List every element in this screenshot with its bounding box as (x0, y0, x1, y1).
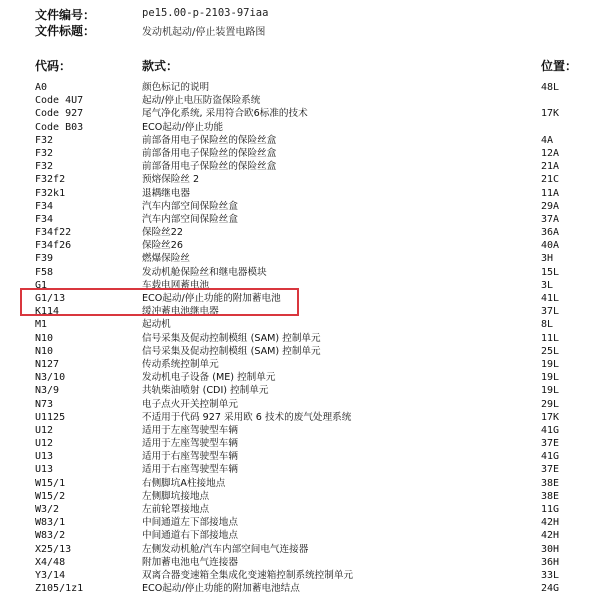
row-description: 前部备用电子保险丝的保险丝盒 (142, 134, 277, 146)
row-code: U13 (35, 451, 54, 463)
row-position: 11L (541, 332, 560, 344)
row-position: 42H (541, 517, 560, 529)
row-code: Code B03 (35, 121, 84, 133)
row-description: 适用于左座驾驶型车辆 (142, 438, 238, 450)
row-description: ECO起动/停止功能 (142, 121, 224, 133)
row-position: 3L (541, 279, 554, 291)
row-code: F32k1 (35, 187, 66, 199)
row-code: G1 (35, 279, 48, 291)
table-row (0, 543, 603, 556)
table-row (0, 411, 603, 424)
row-position: 36H (541, 556, 560, 568)
row-code: U12 (35, 438, 54, 450)
row-description: 中间通道左下部接地点 (142, 517, 238, 529)
row-description: 信号采集及促动控制模组 (SAM) 控制单元 (142, 332, 321, 344)
doc-title-label: 文件标题： (35, 24, 96, 38)
table-row (0, 134, 603, 147)
row-description: 不适用于代码 927 采用欧 6 技术的废气处理系统 (142, 411, 352, 423)
row-position: 25L (541, 345, 560, 357)
row-position: 41G (541, 451, 560, 463)
row-code: F58 (35, 266, 54, 278)
table-row (0, 107, 603, 120)
table-row (0, 424, 603, 437)
row-code: G1/13 (35, 293, 66, 304)
component-table (0, 81, 603, 595)
column-header-pos: 位置： (541, 59, 578, 73)
row-code: F32f2 (35, 174, 66, 186)
row-position: 21A (541, 161, 560, 173)
row-description: 右侧脚坑A柱接地点 (142, 477, 226, 489)
table-row (0, 477, 603, 490)
table-row (0, 332, 603, 345)
row-position: 33L (541, 569, 560, 581)
row-code: K114 (35, 306, 60, 318)
row-position: 19L (541, 358, 560, 370)
row-code: F34f22 (35, 227, 72, 239)
table-row (0, 371, 603, 384)
row-description: 左侧脚坑接地点 (142, 490, 210, 502)
table-row (0, 582, 603, 595)
doc-number-label: 文件编号： (35, 8, 96, 22)
row-code: N3/9 (35, 385, 60, 397)
row-code: N3/10 (35, 372, 66, 384)
row-position: 11A (541, 187, 560, 199)
row-position: 41L (541, 293, 560, 304)
table-row (0, 187, 603, 200)
row-description: 燃爆保险丝 (142, 253, 190, 265)
row-code: F39 (35, 253, 54, 265)
table-row (0, 450, 603, 463)
table-row (0, 569, 603, 582)
doc-number-value: pe15.00-p-2103-97iaa (142, 7, 269, 19)
row-code: Y3/14 (35, 569, 66, 581)
row-description: 适用于右座驾驶型车辆 (142, 451, 238, 463)
row-code: F32 (35, 147, 54, 159)
row-code: F34 (35, 213, 54, 225)
row-position: 12A (541, 147, 560, 159)
row-description: 保险丝22 (142, 227, 183, 239)
table-row (0, 252, 603, 265)
row-position: 37L (541, 306, 560, 318)
row-description: 起动/停止电压防盗保险系统 (142, 95, 261, 107)
table-row (0, 239, 603, 252)
row-position: 11G (541, 504, 560, 515)
row-position: 29A (541, 200, 560, 212)
table-row (0, 358, 603, 371)
row-code: N127 (35, 358, 60, 370)
row-description: 退耦继电器 (142, 187, 190, 199)
row-description: 尾气净化系统, 采用符合欧6标准的技术 (142, 108, 308, 120)
row-position: 21C (541, 174, 560, 186)
row-position: 15L (541, 266, 560, 278)
table-row (0, 437, 603, 450)
row-description: 车载电网蓄电池 (142, 279, 210, 291)
row-position: 24G (541, 583, 560, 595)
row-position: 4A (541, 134, 554, 146)
row-code: F32 (35, 134, 54, 146)
row-description: 预熔保险丝 2 (142, 174, 200, 186)
row-description: 颜色标记的说明 (142, 82, 210, 93)
table-row (0, 463, 603, 476)
row-description: 汽车内部空间保险丝盒 (142, 213, 238, 225)
row-description: ECO起动/停止功能的附加蓄电池结点 (142, 583, 300, 595)
table-row (0, 121, 603, 134)
table-row (0, 173, 603, 186)
table-row (0, 147, 603, 160)
row-position: 36A (541, 227, 560, 239)
table-row (0, 345, 603, 358)
row-code: Code 927 (35, 108, 84, 120)
table-row (0, 318, 603, 331)
row-description: 适用于左座驾驶型车辆 (142, 424, 238, 436)
row-description: 左前轮罩接地点 (142, 504, 210, 515)
table-row (0, 266, 603, 279)
row-code: U13 (35, 464, 54, 476)
row-description: 发动机舱保险丝和继电器模块 (142, 266, 267, 278)
table-row (0, 160, 603, 173)
row-position: 38E (541, 477, 560, 489)
table-row (0, 94, 603, 107)
table-row (0, 556, 603, 569)
row-position: 29L (541, 398, 560, 410)
row-code: W15/2 (35, 490, 66, 502)
row-position: 37E (541, 438, 560, 450)
table-row (0, 213, 603, 226)
row-code: U12 (35, 424, 54, 436)
row-code: Code 4U7 (35, 95, 84, 107)
row-description: 前部备用电子保险丝的保险丝盒 (142, 161, 277, 173)
table-row (0, 226, 603, 239)
row-code: X4/48 (35, 556, 66, 568)
row-position: 30H (541, 543, 560, 555)
column-header-desc: 款式： (142, 59, 179, 73)
row-position: 3H (541, 253, 554, 265)
row-description: 保险丝26 (142, 240, 183, 252)
row-position: 17K (541, 108, 560, 120)
table-row (0, 529, 603, 542)
row-position: 19L (541, 372, 560, 384)
row-code: N10 (35, 345, 54, 357)
row-description: 前部备用电子保险丝的保险丝盒 (142, 147, 277, 159)
table-row (0, 516, 603, 529)
table-row (0, 490, 603, 503)
row-description: 共轨柴油喷射 (CDI) 控制单元 (142, 385, 269, 397)
row-code: F34 (35, 200, 54, 212)
row-position: 41G (541, 424, 560, 436)
row-description: ECO起动/停止功能的附加蓄电池 (142, 293, 281, 304)
row-code: W15/1 (35, 477, 66, 489)
row-position: 37A (541, 213, 560, 225)
row-code: A0 (35, 82, 48, 93)
row-description: 电子点火开关控制单元 (142, 398, 238, 410)
row-description: 信号采集及促动控制模组 (SAM) 控制单元 (142, 345, 321, 357)
row-position: 48L (541, 82, 560, 93)
highlight-box (20, 288, 299, 316)
row-code: W83/2 (35, 530, 66, 542)
row-code: Z105/1z1 (35, 583, 84, 595)
row-position: 37E (541, 464, 560, 476)
row-description: 起动机 (142, 319, 171, 331)
table-row (0, 384, 603, 397)
row-code: X25/13 (35, 543, 72, 555)
row-position: 17K (541, 411, 560, 423)
row-position: 42H (541, 530, 560, 542)
column-header-code: 代码： (35, 59, 72, 73)
row-description: 附加蓄电池电气连接器 (142, 556, 238, 568)
row-description: 适用于右座驾驶型车辆 (142, 464, 238, 476)
row-code: W3/2 (35, 504, 60, 515)
row-code: N10 (35, 332, 54, 344)
row-code: W83/1 (35, 517, 66, 529)
row-code: U1125 (35, 411, 66, 423)
table-row (0, 200, 603, 213)
row-description: 汽车内部空间保险丝盒 (142, 200, 238, 212)
row-code: F34f26 (35, 240, 72, 252)
row-description: 缓冲蓄电池继电器 (142, 306, 219, 318)
row-code: F32 (35, 161, 54, 173)
doc-title-value: 发动机起动/停止装置电路图 (142, 27, 266, 38)
row-description: 中间通道右下部接地点 (142, 530, 238, 542)
row-position: 40A (541, 240, 560, 252)
row-description: 传动系统控制单元 (142, 358, 219, 370)
table-row (0, 503, 603, 516)
table-row (0, 81, 603, 94)
row-code: N73 (35, 398, 54, 410)
row-position: 38E (541, 490, 560, 502)
table-row (0, 398, 603, 411)
row-description: 发动机电子设备 (ME) 控制单元 (142, 372, 276, 384)
row-position: 8L (541, 319, 554, 331)
row-code: M1 (35, 319, 48, 331)
row-description: 双离合器变速箱全集成化变速箱控制系统控制单元 (142, 569, 354, 581)
row-description: 左侧发动机舱/汽车内部空间电气连接器 (142, 543, 309, 555)
row-position: 19L (541, 385, 560, 397)
